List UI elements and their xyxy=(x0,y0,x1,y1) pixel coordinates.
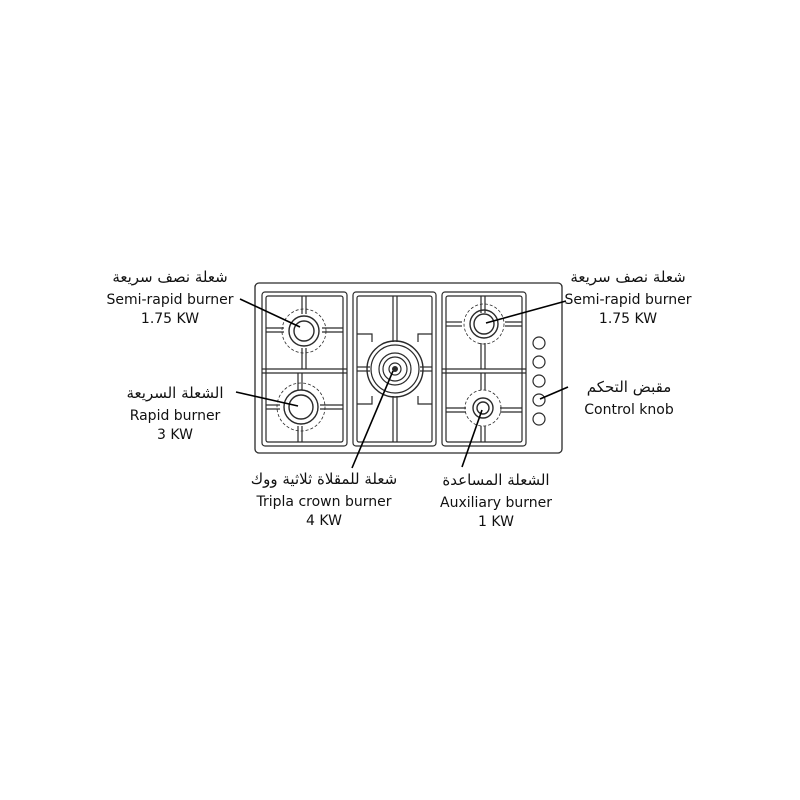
label-english: Semi-rapid burner xyxy=(564,292,692,308)
label-power: 1 KW xyxy=(478,514,514,530)
control-knob-2 xyxy=(533,356,545,368)
label-auxiliary xyxy=(416,471,576,532)
label-power: 1.75 KW xyxy=(140,311,200,327)
label-power: 4 KW xyxy=(306,513,342,529)
control-knob-1 xyxy=(533,337,545,349)
label-english: Rapid burner xyxy=(129,408,221,424)
label-power: 3 KW xyxy=(157,427,193,443)
label-arabic: الشعلة السريعة xyxy=(126,384,224,402)
label-rapid xyxy=(95,384,255,445)
label-control-knob xyxy=(549,378,709,420)
control-knob-5 xyxy=(533,413,545,425)
control-knob-3 xyxy=(533,375,545,387)
label-arabic: الشعلة المساعدة xyxy=(442,471,550,489)
label-english: Tripla crown burner xyxy=(256,494,392,510)
label-english: Auxiliary burner xyxy=(440,495,552,511)
label-triple-crown xyxy=(224,470,424,531)
label-power: 1.75 KW xyxy=(598,311,658,327)
label-english: Semi-rapid burner xyxy=(106,292,234,308)
label-arabic: شعلة نصف سريعة xyxy=(112,268,228,286)
label-arabic: شعلة للمقلاة ثلاثية ووك xyxy=(250,470,398,488)
control-knob-4 xyxy=(533,394,545,406)
label-arabic: مقبض التحكم xyxy=(586,378,672,396)
label-semi-rapid-left xyxy=(90,268,250,329)
hob-top-plate xyxy=(255,283,562,453)
label-arabic: شعلة نصف سريعة xyxy=(570,268,686,286)
label-english: Control knob xyxy=(584,402,674,418)
label-semi-rapid-right xyxy=(548,268,708,329)
